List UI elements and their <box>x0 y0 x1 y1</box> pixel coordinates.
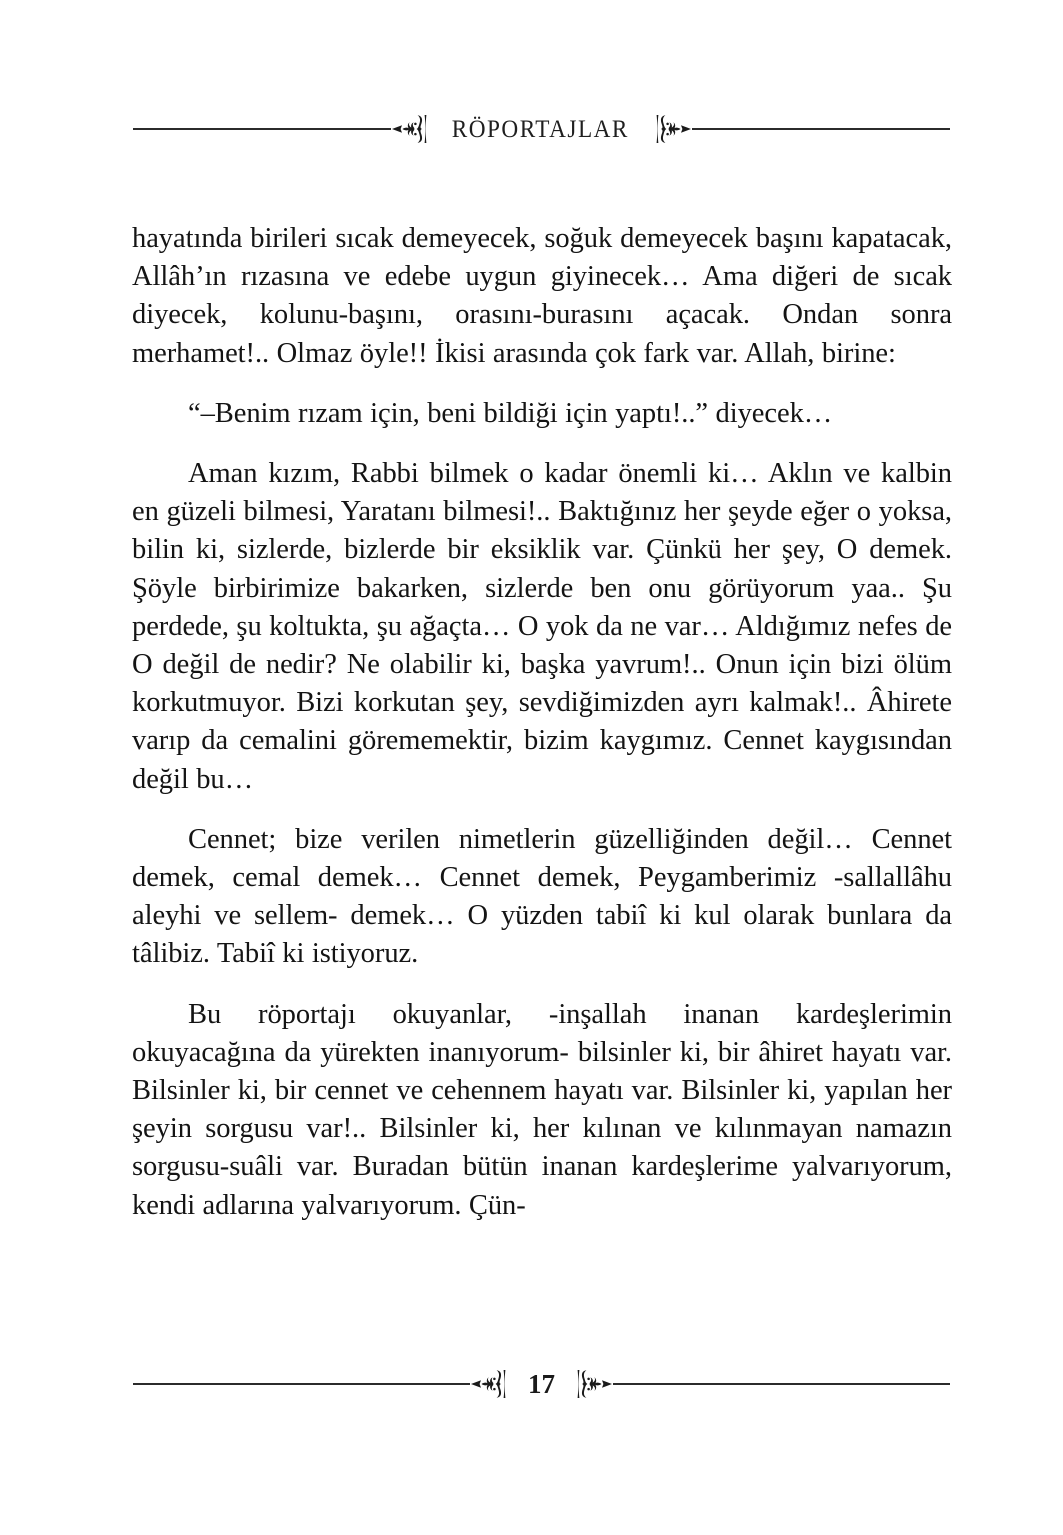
running-head <box>133 108 950 150</box>
body-text-block <box>132 220 952 1225</box>
footer-rule-right <box>613 1383 950 1385</box>
fleuron-ornament-right-icon <box>571 1367 613 1401</box>
fleuron-ornament-right-icon <box>650 112 692 146</box>
paragraph: Bu röportajı okuyanlar, -inşallah inanan kardeşlerimin okuyacağına da yürekten inanıyorum- bilsinler ki, bir âhiret hayatı var. Bilsinler ki, bir cennet ve cehennem hayatı var. Bilsinler ki, yapılan her şeyin sorgusu var!.. Bilsinler ki, her kılınan ve kılınmayan namazın sorgusu-suâli var. Buradan bütün inanan kardeşlerime yalvarıyorum, kendi adlarına yalvarıyorum. Çün- <box>132 998 952 1221</box>
quote-paragraph: “–Benim rızam için, beni bildiği için yaptı!..” diyecek… <box>188 397 833 429</box>
page-title: RÖPORTAJLAR <box>451 115 630 143</box>
page-footer <box>133 1363 950 1405</box>
header-rule-right <box>692 128 950 130</box>
paragraph: hayatında birileri sıcak demeyecek, soğuk demeyecek başını kapatacak, Allâh’ın rızasına ve edebe uygun giyinecek… Ama diğeri de sıcak diyecek, kolunu-başını, orasını-burasını açacak. Ondan sonra merhamet!.. Olmaz öyle!! İkisi arasında çok fark var. Allah, birine: <box>132 223 952 369</box>
footer-rule-left <box>133 1383 470 1385</box>
header-rule-left <box>133 128 391 130</box>
fleuron-ornament-left-icon <box>470 1367 512 1401</box>
fleuron-ornament-left-icon <box>391 112 433 146</box>
paragraph: Aman kızım, Rabbi bilmek o kadar önemli ki… Aklın ve kalbin en güzeli bilmesi, Yaratanı bilmesi!.. Baktığınız her şeyde eğer o yoksa, bilin ki, sizlerde, bizlerde bir eksiklik var. Çünkü her şey, O demek. Şöyle birbirimize bakarken, sizlerde ben onu görüyorum yaa.. Şu perdede, şu koltukta, şu ağaçta… O yok da ne var… Aldığımız nefes de O değil de nedir? Ne olabilir ki, başka yavrum!.. Onun için bizi ölüm korkutmuyor. Bizi korkutan şey, sevdiğimizden ayrı kalmak!.. Âhirete varıp da cemalini görememektir, bizim kaygımız. Cennet kaygısından değil bu… <box>132 458 952 795</box>
paragraph: Cennet; bize verilen nimetlerin güzelliğinden değil… Cennet demek, cemal demek… Cennet demek, Peygamberimiz -sallallâhu aleyhi ve sellem- demek… O yüzden tabiî ki kul olarak bunlara da tâlibiz. Tabiî ki istiyoruz. <box>132 823 952 970</box>
page-number: 17 <box>528 1368 555 1399</box>
